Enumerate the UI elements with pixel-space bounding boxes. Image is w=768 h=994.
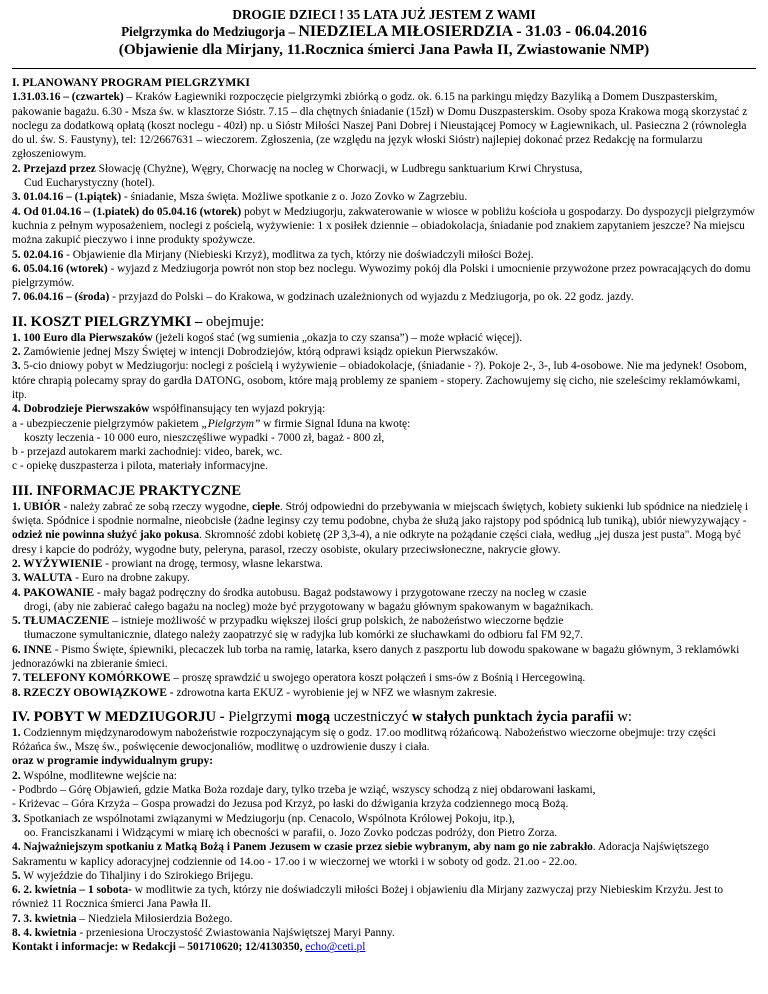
section-cost bbox=[12, 313, 756, 474]
paragraph: 3. 01.04.16 – (1.piątek) - śniadanie, Msza święta. Możliwe spotkanie z o. Jozo Zovko w Zagrzebiu. bbox=[12, 191, 468, 204]
paragraph: 2. Wspólne, modlitewne wejście na: bbox=[12, 769, 177, 782]
paragraph: 2. Przejazd przez Słowację (Chyżne), Węgry, Chorwację na nocleg w Chorwacji, w Ludbregu sanktuarium Krwi Chrystusa, bbox=[12, 162, 583, 175]
paragraph: 5. TŁUMACZENIE – istnieje możliwość w przypadku większej ilości grup polskich, że nabożeństwo wieczorne będzie bbox=[12, 615, 564, 628]
paragraph: 8. 4. kwietnia - przeniesiona Uroczystość Zwiastowania Najświętszej Maryi Panny. bbox=[12, 927, 395, 940]
section-practical-info bbox=[12, 482, 756, 700]
paragraph: 1. Codziennym międzynarodowym nabożeństwie rozpoczynającym się o godz. 17.oo modlitwą różańcową. Nabożeństwo wieczorne obejmuje: trzy części Różańca św., Mszę św., poświęcenie dewocjonaliów, modlitwę o uzdrowienie duszy i ciała. bbox=[12, 726, 716, 754]
paragraph: 4. Od 01.04.16 – (1.piatek) do 05.04.16 (wtorek) pobyt w Medziugorju, zakwaterowanie w wiosce w pobliżu kościoła u gospodarzy. Do dyspozycji pielgrzymów kuchnia z pełnym wyposażeniem, noclegi z pościelą, wyżywienie: 1 x posiłek dziennie – obiadokolacja, śniadanie pod znakiem zapytaniem jeszcze? Na miejscu można zakupić pieczywo i inne produkty spożywcze. bbox=[12, 205, 755, 247]
paragraph: 4. Najważniejszym spotkaniu z Matką Bożą i Panem Jezusem w czasie przez siebie wybranym, aby nam go nie zabrakło. Adoracja Najświętszego Sakramentu w kaplicy adoracyjnej codziennie od 14.oo - 17.oo i w wieczornej we wtorki i w soboty od godz. 21.oo - 22.oo. bbox=[12, 841, 709, 868]
greeting-heading: DROGIE DZIECI ! 35 LATA JUŻ JESTEM Z WAMI bbox=[232, 7, 536, 22]
document-page bbox=[12, 0, 756, 955]
paragraph: b - przejazd autokarem marki zachodniej: video, barek, wc. bbox=[12, 446, 283, 459]
paragraph: 2. Zamówienie jednej Mszy Świętej w intencji Dobrodziejów, którą odprawi ksiądz opiekun Pierwszaków. bbox=[12, 346, 498, 359]
section-title: II. KOSZT PIELGRZYMKI – obejmuje: bbox=[12, 313, 265, 330]
pilgrimage-title: Pielgrzymka do Medziugorja – NIEDZIELA MIŁOSIERDZIA - 31.03 - 06.04.2016 bbox=[121, 23, 647, 40]
paragraph: 6. INNE - Pismo Święte, śpiewniki, plecaczek lub torba na ramię, latarka, ksero danych z paszportu lub dowodu spakowane w bagażu głównym, 3 reklamówki jednorazówki na zbieranie śmieci. bbox=[12, 643, 740, 670]
paragraph: 1. 100 Euro dla Pierwszaków (jeżeli kogoś stać (wg sumienia „okazja to czy szansa”) – może wpłacić więcej). bbox=[12, 331, 522, 344]
paragraph: 1.31.03.16 – (czwartek) – Kraków Łagiewniki rozpoczęcie pielgrzymki zbiórką o godz. ok. 6.15 na parkingu między Bazyliką a Domem Duszpasterskim, pakowanie bagażu. 6.30 - Msza św. w klasztorze Sióstr. 7.15 – dla chętnych śniadanie (15zł) w Domu Duszpasterskim. Osoby spoza Krakowa mogą skorzystać z noclegu za dodatkową opłatą (koszt noclegu - 40zł) np. u Sióstr Miłości Naszej Pani Dobrej i Nieustającej Pomocy w Łagiewnikach, ul. Pasieczna 2 (równoległa do ul. św. S. Faustyny), tel: 12/2667631 – wieczorem. Zgłoszenia, (ze względu na język włoski Sióstr) najlepiej dokonać przez Redakcję na formularzu zgłoszeniowym. bbox=[12, 91, 748, 161]
paragraph: drogi, (aby nie zabierać całego bagażu na nocleg) może być przygotowany w bagażu głównym spakowanym w bagażnikach. bbox=[24, 600, 594, 613]
paragraph: 1. UBIÓR - należy zabrać ze sobą rzeczy wygodne, ciepłe. Strój odpowiedni do przebywania w miejscach świętych, kobiety sukienki lub spódnice na niedzielę i święta. Spódnice i spodnie normalne, nieobcisłe (żadne leginsy czy temu podobne, chyba że służą jako rajstopy pod spódnicą lub tuniką), ubiór niewyzywający - odzież nie powinna służyć jako pokusa. Skromność zdobi kobietę (2P 3,3-4), a nie odkryte na pożądanie części ciała, według „jej dusza jest pusta". Mogą być dresy i kapcie do podróży, wygodne buty, peleryna, parasol, rzeczy osobiste, okulary przeciwsłoneczne, nakrycie głowy. bbox=[12, 500, 749, 556]
paragraph: 5. W wyjeździe do Tihaljiny i do Szirokiego Brijegu. bbox=[12, 869, 254, 882]
contact-line: Kontakt i informacje: w Redakcji – 501710620; 12/4130350, echo@ceti.pl bbox=[12, 941, 366, 954]
paragraph: 6. 2. kwietnia – 1 sobota- w modlitwie za tych, którzy nie doświadczyli miłości Bożej i objawieniu dla Mirjany zazwyczaj przy Niebieskim Krzyżu. Jest to również 11 Rocznica śmierci Jana Pawła II. bbox=[12, 884, 724, 911]
section-program bbox=[12, 76, 756, 305]
pilgrimage-subtitle: (Objawienie dla Mirjany, 11.Rocznica śmierci Jana Pawła II, Zwiastowanie NMP) bbox=[118, 41, 650, 58]
paragraph: 8. RZECZY OBOWIĄZKOWE - zdrowotna karta EKUZ - wyrobienie jej w NFZ we własnym zakresie. bbox=[12, 686, 497, 699]
section-title: III. INFORMACJE PRAKTYCZNE bbox=[12, 482, 242, 499]
header-divider bbox=[12, 68, 756, 69]
paragraph: 3. Spotkaniach ze wspólnotami związanymi w Medziugorju (np. Cenacolo, Wspólnota Królowej Pokoju, itp.), bbox=[12, 812, 515, 825]
paragraph: oraz w programie indywidualnym grupy: bbox=[12, 755, 214, 768]
paragraph: 2. WYŻYWIENIE - prowiant na drogę, termosy, własne lekarstwa. bbox=[12, 557, 323, 570]
paragraph: koszty leczenia - 10 000 euro, nieszczęśliwe wypadki - 7000 zł, bagaż - 800 zł, bbox=[24, 431, 385, 444]
paragraph: 4. PAKOWANIE - mały bagaż podręczny do środka autobusu. Bagaż podstawowy i przygotowane rzeczy na nocleg w czasie bbox=[12, 586, 587, 599]
paragraph: - Kriżevac – Góra Krzyża – Gospa prowadzi do Jezusa pod Krzyż, po łaski do dźwigania krzyża codziennego mocą Bożą. bbox=[12, 798, 569, 811]
paragraph: 7. TELEFONY KOMÓRKOWE – proszę sprawdzić u swojego operatora koszt połączeń i sms-ów z Bośnią i Hercegowiną. bbox=[12, 672, 586, 685]
paragraph: 7. 06.04.16 – (środa) - przyjazd do Polski – do Krakowa, w godzinach uzależnionych od wyjazdu z Medziugorja, po ok. 22 godz. jazdy. bbox=[12, 291, 634, 304]
paragraph: 4. Dobrodzieje Pierwszaków współfinansujący ten wyjazd pokryją: bbox=[12, 403, 326, 416]
paragraph: - Podbrdo – Górę Objawień, gdzie Matka Boża rozdaje dary, tylko trzeba je wziąć, wszyscy schodzą z niej obdarowani łaskami, bbox=[12, 784, 596, 797]
email-link[interactable]: echo@ceti.pl bbox=[305, 941, 366, 954]
paragraph: 5. 02.04.16 - Objawienie dla Mirjany (Niebieski Krzyż), modlitwa za tych, którzy nie doświadczyli miłości Bożej. bbox=[12, 248, 534, 261]
paragraph: 7. 3. kwietnia – Niedziela Miłosierdzia Bożego. bbox=[12, 912, 233, 925]
section-title: I. PLANOWANY PROGRAM PIELGRZYMKI bbox=[12, 76, 250, 89]
paragraph: Cud Eucharystyczny (hotel). bbox=[24, 177, 155, 190]
paragraph: a - ubezpieczenie pielgrzymów pakietem „Pielgrzym” w firmie Signal Iduna na kwotę: bbox=[12, 417, 411, 430]
section-title: IV. POBYT W MEDZIUGORJU - Pielgrzymi mogą uczestniczyć w stałych punktach życia parafii w: bbox=[12, 708, 632, 725]
section-stay bbox=[12, 708, 756, 955]
paragraph: 3. WALUTA - Euro na drobne zakupy. bbox=[12, 572, 190, 585]
paragraph: oo. Franciszkanami i Widzącymi w miarę ich obecności w parafii, o. Jozo Zovko podczas podróży, don Pietro Zorza. bbox=[24, 826, 558, 839]
paragraph: c - opiekę duszpasterza i pilota, materiały informacyjne. bbox=[12, 460, 268, 473]
paragraph: tłumaczone symultanicznie, dlatego należy zaopatrzyć się w radyjka lub komórki ze słuchawkami do odbioru fal FM 92,7. bbox=[24, 629, 583, 642]
paragraph: 6. 05.04.16 (wtorek) - wyjazd z Medziugorja powrót non stop bez noclegu. Wywozimy pokój dla Polski i umocnienie przywożone przez powracających do domu pielgrzymów. bbox=[12, 262, 751, 290]
paragraph: 3. 5-cio dniowy pobyt w Medziugorju: noclegi z pościelą i wyżywienie – obiadokolacje, (śniadanie - ?). Pokoje 2-, 3-, lub 4-osobowe. Nie ma jedynek! Osobom, które chrapią polecamy spray do gardła DATONG, osobom, które mają problemy ze spaniem - stopery. Zachowujemy się cicho, nie szeleścimy reklamówkami, itp. bbox=[12, 360, 747, 401]
